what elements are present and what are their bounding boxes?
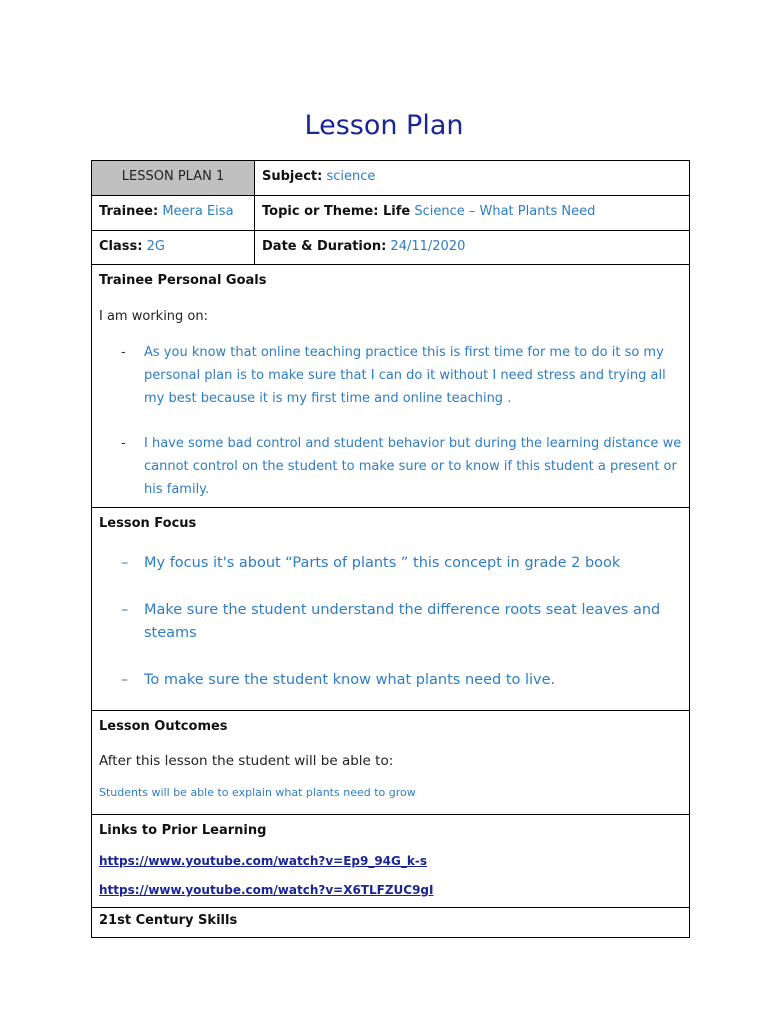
subject-cell xyxy=(255,161,690,196)
lesson-plan-number: LESSON PLAN 1 xyxy=(121,169,225,184)
document-title: Lesson Plan xyxy=(304,110,464,141)
topic-value: Science – What Plants Need xyxy=(414,204,596,219)
lesson-focus-section xyxy=(92,508,690,711)
prior-learning-section xyxy=(92,815,690,908)
personal-goals-section xyxy=(92,265,690,508)
prior-learning-link-2[interactable]: https://www.youtube.com/watch?v=X6TLFZUC9gI xyxy=(99,883,434,897)
class-value: 2G xyxy=(146,239,165,254)
trainee-cell xyxy=(92,196,255,231)
century-skills-section xyxy=(92,908,690,938)
prior-learning-title: Links to Prior Learning xyxy=(99,823,267,838)
lesson-focus-list xyxy=(99,552,682,692)
date-cell xyxy=(255,231,690,265)
class-label: Class: xyxy=(99,239,143,254)
trainee-label: Trainee: xyxy=(99,204,159,219)
lesson-outcomes-intro: After this lesson the student will be able to: xyxy=(99,753,394,769)
topic-cell xyxy=(255,196,690,231)
lesson-plan-number-cell xyxy=(92,161,255,196)
lesson-plan-table xyxy=(91,160,690,938)
list-item: – My focus it's about “Parts of plants ” this concept in grade 2 book xyxy=(121,555,621,571)
topic-label: Topic or Theme: Life xyxy=(262,204,411,219)
date-value: 24/11/2020 xyxy=(390,239,466,254)
century-skills-title: 21st Century Skills xyxy=(99,913,238,928)
lesson-outcomes-title: Lesson Outcomes xyxy=(99,719,228,734)
lesson-outcomes-text: Students will be able to explain what plants need to grow xyxy=(99,786,416,799)
lesson-outcomes-section xyxy=(92,711,690,815)
list-item: - I have some bad control and student behavior but during the learning distance we cannot control on the student to make sure or to know if this student a present or his family. xyxy=(121,436,682,497)
lesson-focus-title: Lesson Focus xyxy=(99,516,197,531)
personal-goals-title: Trainee Personal Goals xyxy=(99,273,267,288)
personal-goals-list xyxy=(99,341,682,501)
trainee-value: Meera Eisa xyxy=(162,204,234,219)
subject-value: science xyxy=(326,169,376,184)
subject-label: Subject: xyxy=(262,169,323,184)
list-item: – Make sure the student understand the difference roots seat leaves and steams xyxy=(121,602,661,641)
class-cell xyxy=(92,231,255,265)
list-item: - As you know that online teaching practice this is first time for me to do it so my personal plan is to make sure that I can do it without I need stress and trying all my best because it is my first time and online teaching . xyxy=(121,345,666,406)
date-label: Date & Duration: xyxy=(262,239,387,254)
personal-goals-intro: I am working on: xyxy=(99,309,208,324)
list-item: – To make sure the student know what plants need to live. xyxy=(121,672,556,688)
prior-learning-link-1[interactable]: https://www.youtube.com/watch?v=Ep9_94G_k-s xyxy=(99,854,427,868)
